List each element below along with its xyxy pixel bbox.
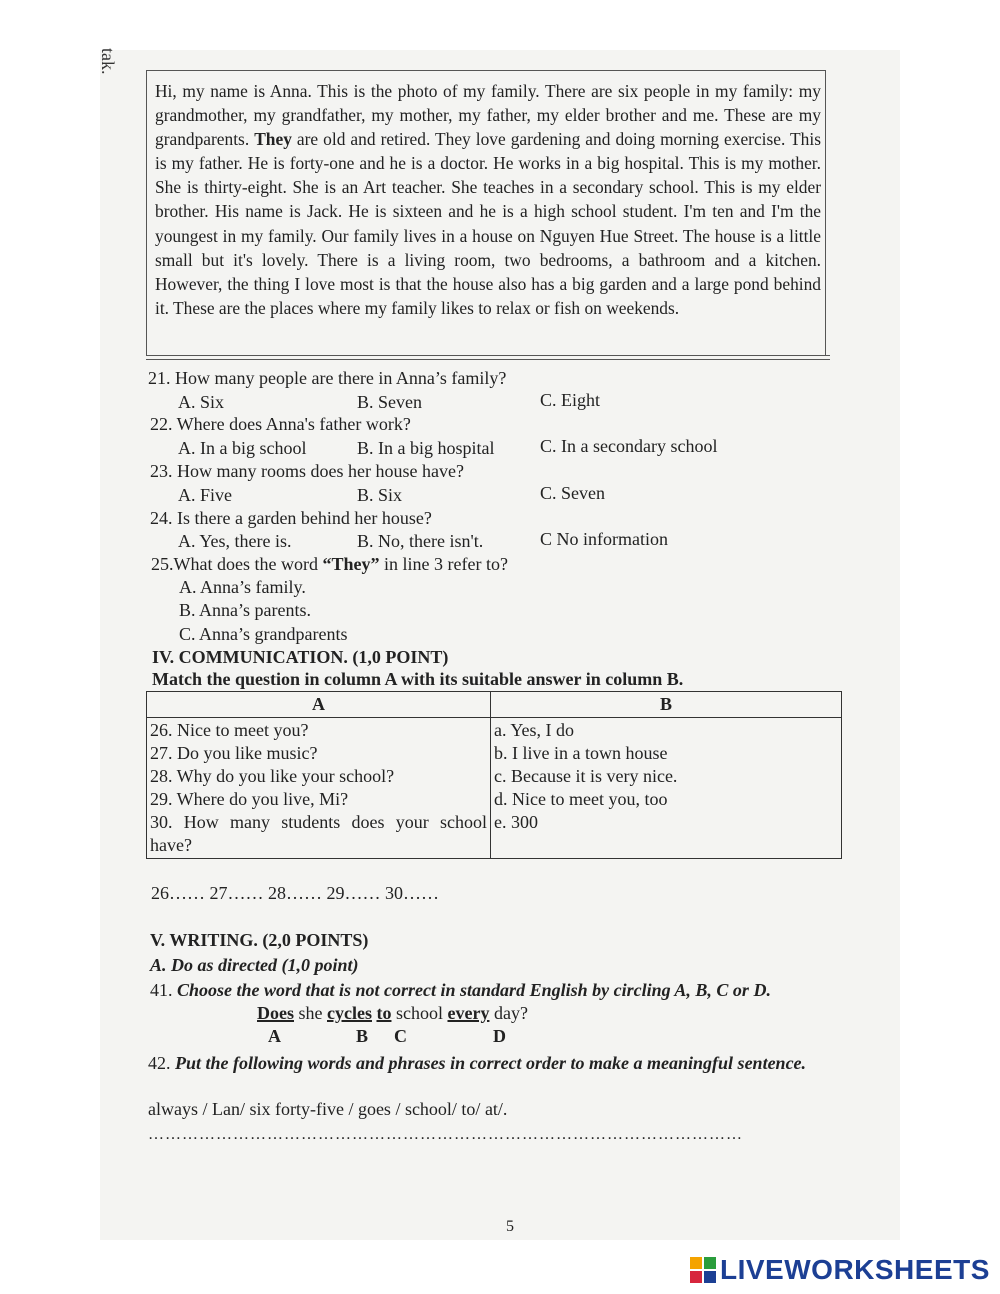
margin-mark: tak. bbox=[98, 48, 118, 75]
page-number: 5 bbox=[506, 1218, 514, 1235]
table-cell-answer bbox=[491, 718, 842, 859]
q41-word-c[interactable]: to bbox=[376, 1003, 392, 1023]
matching-answer-blanks[interactable]: 26…… 27…… 28…… 29…… 30…… bbox=[151, 883, 439, 903]
question-21: 21. How many people are there in Anna’s family? bbox=[148, 368, 507, 388]
q41-word-b[interactable]: cycles bbox=[327, 1003, 372, 1023]
q23-option-a[interactable]: A. Five bbox=[178, 485, 232, 505]
answer-a: a. Yes, I do bbox=[494, 720, 575, 740]
q25-option-b[interactable]: B. Anna’s parents. bbox=[179, 600, 311, 620]
liveworksheets-logo[interactable] bbox=[690, 1254, 990, 1286]
answer-e: e. 300 bbox=[494, 812, 538, 832]
q25-option-c[interactable]: C. Anna’s grandparents bbox=[179, 624, 348, 644]
q41-label-c[interactable]: C bbox=[394, 1026, 407, 1046]
q21-option-b[interactable]: B. Seven bbox=[357, 392, 422, 412]
question-42 bbox=[148, 1051, 872, 1075]
matching-table bbox=[146, 691, 842, 859]
q25-text-after: in line 3 refer to? bbox=[383, 554, 508, 574]
q22-option-b[interactable]: B. In a big hospital bbox=[357, 438, 495, 458]
question-24: 24. Is there a garden behind her house? bbox=[150, 508, 432, 528]
q25-word-they: “They” bbox=[322, 554, 380, 574]
answer-d: d. Nice to meet you, too bbox=[494, 789, 668, 809]
logo-square-icon bbox=[690, 1271, 702, 1283]
q42-number: 42. bbox=[148, 1053, 171, 1073]
logo-square-icon bbox=[704, 1257, 716, 1269]
q25-option-a[interactable]: A. Anna’s family. bbox=[179, 577, 306, 597]
answer-b: b. I live in a town house bbox=[494, 743, 668, 763]
question-29: 29. Where do you live, Mi? bbox=[150, 789, 349, 809]
q41-word: day? bbox=[493, 1003, 528, 1023]
q21-option-a[interactable]: A. Six bbox=[178, 392, 225, 412]
section-5-heading: V. WRITING. (2,0 POINTS) bbox=[150, 930, 369, 950]
answer-c: c. Because it is very nice. bbox=[494, 766, 678, 786]
q42-words: always / Lan/ six forty-five / goes / school/ to/ at/. bbox=[148, 1099, 508, 1119]
logo-text: LIVEWORKSHEETS bbox=[720, 1254, 990, 1285]
logo-square-icon bbox=[690, 1257, 702, 1269]
q41-word-d[interactable]: every bbox=[447, 1003, 490, 1023]
q41-label-a[interactable]: A bbox=[268, 1026, 281, 1046]
question-41 bbox=[150, 980, 771, 1001]
q41-instruction: Choose the word that is not correct in standard English by circling A, B, C or D. bbox=[177, 980, 771, 1000]
q42-answer-line[interactable]: …………………………………………………………………………………………… bbox=[148, 1126, 743, 1143]
q22-option-a[interactable]: A. In a big school bbox=[178, 438, 307, 458]
column-b-header: B bbox=[491, 692, 842, 718]
section-4-instruction: Match the question in column A with its suitable answer in column B. bbox=[152, 669, 684, 689]
question-27: 27. Do you like music? bbox=[150, 743, 318, 763]
table-header-row bbox=[147, 692, 842, 718]
q23-option-b[interactable]: B. Six bbox=[357, 485, 403, 505]
q41-word: she bbox=[298, 1003, 323, 1023]
q22-option-c[interactable]: C. In a secondary school bbox=[540, 436, 718, 456]
table-row bbox=[147, 718, 842, 859]
q41-word-a[interactable]: Does bbox=[257, 1003, 294, 1023]
q24-option-a[interactable]: A. Yes, there is. bbox=[178, 531, 292, 551]
section-4-heading: IV. COMMUNICATION. (1,0 POINT) bbox=[152, 647, 449, 667]
section-5-subheading: A. Do as directed (1,0 point) bbox=[150, 955, 359, 975]
question-22: 22. Where does Anna's father work? bbox=[150, 414, 411, 434]
q24-option-b[interactable]: B. No, there isn't. bbox=[357, 531, 484, 551]
q41-number: 41. bbox=[150, 980, 173, 1000]
q41-sentence bbox=[257, 1003, 528, 1024]
reading-passage bbox=[146, 70, 826, 356]
question-25 bbox=[151, 554, 508, 575]
q41-word: school bbox=[395, 1003, 443, 1023]
q42-instruction: Put the following words and phrases in correct order to make a meaningful sentence. bbox=[175, 1053, 807, 1073]
q23-option-c[interactable]: C. Seven bbox=[540, 483, 605, 503]
passage-word-they: They bbox=[254, 129, 292, 150]
passage-divider bbox=[146, 355, 830, 360]
question-28: 28. Why do you like your school? bbox=[150, 766, 395, 786]
q21-option-c[interactable]: C. Eight bbox=[540, 390, 601, 410]
q24-option-c[interactable]: C No information bbox=[540, 529, 668, 549]
liveworksheets-logo-icon bbox=[690, 1257, 716, 1283]
q41-label-b[interactable]: B bbox=[356, 1026, 369, 1046]
q41-label-d[interactable]: D bbox=[493, 1026, 506, 1046]
passage-text-part1: Hi, my name is Anna. This is the photo of my family. There are six people in my family: my grandmother, my grandfather, my mother, my father, my elder brother and me. These are my grandparents. bbox=[155, 81, 821, 150]
question-26: 26. Nice to meet you? bbox=[150, 720, 309, 740]
column-a-header: A bbox=[147, 692, 491, 718]
question-23: 23. How many rooms does her house have? bbox=[150, 461, 464, 481]
passage-text-part2: are old and retired. They love gardening and doing morning exercise. This is my father. He is forty-one and he is a doctor. He works in a big hospital. This is my mother. She is thirty-eight. She is an Art teacher. She teaches in a secondary school. This is my elder brother. His name is Jack. He is sixteen and he is a high school student. I'm ten and I'm the youngest in my family. Our family lives in a house on Nguyen Hue Street. The house is a little small but it's lovely. There is a living room, two bedrooms, a bathroom and a kitchen. However, the thing I love most is that the house also has a big garden and a large pond behind it. These are the places where my family likes to relax or fish on weekends. bbox=[155, 129, 821, 318]
question-30: 30. How many students does your school have? bbox=[150, 812, 487, 855]
logo-square-icon bbox=[704, 1271, 716, 1283]
table-cell-question bbox=[147, 718, 491, 859]
q25-text-before: 25.What does the word bbox=[151, 554, 318, 574]
